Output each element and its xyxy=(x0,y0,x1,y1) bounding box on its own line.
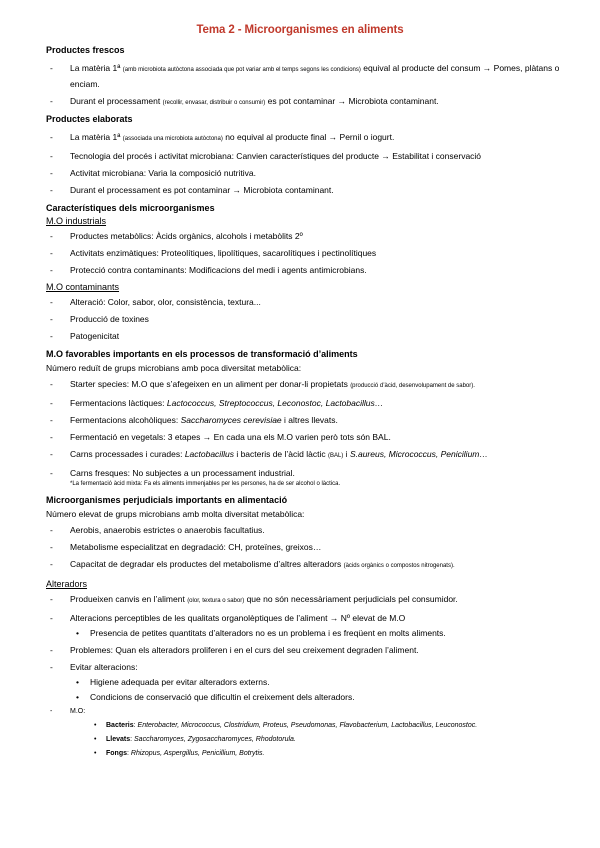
dash-bullet: - xyxy=(50,559,53,569)
text: no equival al producte final → Pernil o iogurt. xyxy=(222,132,395,142)
dash-bullet: - xyxy=(50,645,53,655)
list-item xyxy=(46,61,566,91)
text: Protecció contra contaminants: Modificacions del medi i agents antimicrobians. xyxy=(70,265,367,275)
small-note: (àcids orgànics o compostos nitrogenats). xyxy=(343,563,455,569)
dash-bullet: - xyxy=(50,132,53,142)
text: Evitar alteracions: xyxy=(70,662,138,672)
text: Productes metabòlics: Àcids orgànics, alcohols i metabòlits 2º xyxy=(70,231,303,241)
text: La matèria 1ª xyxy=(70,132,123,142)
species-names: Rhizopus, Aspergillus, Penicillium, Botrytis. xyxy=(130,750,265,757)
dash-bullet: - xyxy=(50,613,53,623)
section-heading-caracteristiques: Característiques dels microorganismes xyxy=(46,203,215,213)
sub-list-item-fongs xyxy=(46,747,566,760)
dash-bullet: - xyxy=(50,314,53,324)
text: Activitats enzimàtiques: Proteolítiques, lipolítiques, sacarolítiques i pectinolítiques xyxy=(70,248,377,258)
dot-bullet: • xyxy=(76,628,79,638)
dot-bullet: • xyxy=(94,750,97,757)
species-names: Lactobacillus xyxy=(184,449,234,459)
subheading-alteradors: Alteradors xyxy=(46,579,88,589)
list-item xyxy=(46,166,566,180)
dash-bullet: - xyxy=(50,468,53,478)
list-item xyxy=(46,466,566,480)
list-item xyxy=(46,149,566,163)
dash-bullet: - xyxy=(50,398,53,408)
list-item xyxy=(46,396,566,410)
list-item xyxy=(46,523,566,537)
dash-bullet: - xyxy=(50,449,53,459)
list-item xyxy=(46,377,566,393)
colon: : xyxy=(130,736,135,743)
sub-list-item-llevats xyxy=(46,733,566,746)
section-heading-perjudicials: Microorganismes perjudicials importants en alimentació xyxy=(46,495,288,505)
text: Metabolisme especialitzat en degradació: CH, proteïnes, greixos… xyxy=(70,542,322,552)
dash-bullet: - xyxy=(50,297,53,307)
footnote: *La fermentació àcid mixta: Fa els aliments immenjables per les persones, ha de ser alcohol o làctica. xyxy=(70,481,341,487)
text: Fermentacions alcohòliques: xyxy=(70,415,181,425)
small-note: (associada una microbiota autòctona) xyxy=(122,136,223,142)
label: Llevats xyxy=(106,736,131,743)
text: Presencia de petites quantitats d’alteradors no es un problema i es freqüent en molts aliments. xyxy=(90,628,446,638)
list-item xyxy=(46,183,566,197)
dash-bullet: - xyxy=(50,231,53,241)
text: Higiene adequada per evitar alteradors externs. xyxy=(90,677,270,687)
species-names: Saccharomyces cerevisiae xyxy=(180,415,282,425)
dash-bullet: - xyxy=(50,96,53,106)
text: Fermentació en vegetals: 3 etapes → En cada una els M.O varien però tots són BAL. xyxy=(70,432,391,442)
dash-bullet: - xyxy=(50,151,53,161)
dash-bullet: - xyxy=(50,185,53,195)
small-note: (recollir, envasar, distribuir o consumir) xyxy=(162,100,266,106)
list-item xyxy=(46,229,566,243)
list-item xyxy=(46,447,566,463)
text: Fermentacions làctiques: xyxy=(70,398,167,408)
list-item xyxy=(46,94,566,110)
dash-bullet: - xyxy=(50,63,53,73)
list-item xyxy=(46,263,566,277)
text: Durant el processament xyxy=(70,96,163,106)
list-item xyxy=(46,611,566,625)
text: Activitat microbiana: Varia la composició nutritiva. xyxy=(70,168,256,178)
text: Alteracions perceptibles de les qualitats organolèptiques de l’aliment → Nº elevat de M.O xyxy=(70,613,406,623)
dash-bullet: - xyxy=(50,379,53,389)
sub-list-item xyxy=(46,676,566,689)
subheading-industrials: M.O industrials xyxy=(46,216,107,226)
sub-list-item xyxy=(46,627,566,640)
list-item xyxy=(46,295,566,309)
dash-bullet: - xyxy=(50,168,53,178)
list-item-mo xyxy=(46,706,566,718)
text: Capacitat de degradar els productes del metabolisme d’altres alteradors xyxy=(70,559,344,569)
dash-bullet: - xyxy=(50,662,53,672)
dot-bullet: • xyxy=(94,722,97,729)
list-item xyxy=(46,329,566,343)
text: Starter species: M.O que s’afegeixen en un aliment per donar-li propietats xyxy=(70,379,351,389)
text: Durant el processament es pot contaminar → Microbiota contaminant. xyxy=(70,185,334,195)
colon: : xyxy=(133,722,138,729)
text: Producció de toxines xyxy=(70,314,149,324)
list-item xyxy=(46,312,566,326)
subheading-contaminants: M.O contaminants xyxy=(46,282,120,292)
text: que no són necessàriament perjudicials pel consumidor. xyxy=(244,594,458,604)
text: i xyxy=(343,449,350,459)
text: Aerobis, anaerobis estrictes o anaerobis facultatius. xyxy=(70,525,265,535)
dot-bullet: • xyxy=(76,692,79,702)
species-names: Enterobacter, Micrococcus, Clostridium, Proteus, Pseudomonas, Flavobacterium, Lactobacillus, Leuconostoc. xyxy=(137,722,478,729)
dash-bullet: - xyxy=(50,708,53,715)
text: Produeixen canvis en l’aliment xyxy=(70,594,188,604)
sub-list-item xyxy=(46,691,566,704)
dash-bullet: - xyxy=(50,415,53,425)
text: equival al producte del consum → Pomes, plàtans o enciam. xyxy=(70,63,560,89)
dash-bullet: - xyxy=(50,432,53,442)
section-intro: Número elevat de grups microbians amb molta diversitat metabòlica: xyxy=(46,509,305,519)
label: Bacteris xyxy=(106,722,134,729)
text: Tecnologia del procés i activitat microbiana: Canvien característiques del producte → Estabilitat i conservació xyxy=(70,151,482,161)
text: La matèria 1ª xyxy=(70,63,123,73)
dash-bullet: - xyxy=(50,248,53,258)
list-item xyxy=(46,413,566,427)
list-item xyxy=(46,557,566,573)
text: Carns fresques: No subjectes a un processament industrial. xyxy=(70,468,295,478)
list-item xyxy=(46,592,566,608)
species-names: Lactococcus, Streptococcus, Leconostoc, Lactobacillus… xyxy=(166,398,384,408)
dash-bullet: - xyxy=(50,525,53,535)
list-item xyxy=(46,246,566,260)
sub-list-item-bacteris xyxy=(46,719,566,732)
list-item xyxy=(46,643,566,657)
text: Problemes: Quan els alteradors proliferen i en el curs del seu creixement degraden l’aliment. xyxy=(70,645,419,655)
page-title: Tema 2 - Microorganismes en aliments xyxy=(196,24,404,36)
species-names: S.aureus, Micrococcus, Penicilium… xyxy=(349,449,488,459)
species-names: Saccharomyces, Zygosaccharomyces, Rhodotorula. xyxy=(134,736,296,743)
document-body xyxy=(46,44,566,760)
small-note: (BAL) xyxy=(327,453,344,459)
text: M.O: xyxy=(70,708,86,715)
text: Condicions de conservació que dificultin el creixement dels alteradors. xyxy=(90,692,355,702)
section-heading-favorables: M.O favorables importants en els processos de transformació d’aliments xyxy=(46,349,358,359)
colon: : xyxy=(127,750,131,757)
section-heading-elaborats: Productes elaborats xyxy=(46,114,133,124)
small-note: (amb microbiota autòctona associada que pot variar amb el temps segons les condicions) xyxy=(122,67,361,73)
section-heading-frescos: Productes frescos xyxy=(46,45,125,55)
text: es pot contaminar → Microbiota contaminant. xyxy=(265,96,439,106)
text: Carns processades i curades: xyxy=(70,449,185,459)
small-note: (olor, textura o sabor) xyxy=(187,598,245,604)
dot-bullet: • xyxy=(76,677,79,687)
text: i bacteris de l’àcid làctic xyxy=(233,449,328,459)
list-item xyxy=(46,660,566,674)
text: Patogenicitat xyxy=(70,331,120,341)
text: Alteració: Color, sabor, olor, consistència, textura... xyxy=(70,297,261,307)
small-note: (producció d’àcid, desenvolupament de sabor). xyxy=(350,383,475,389)
dash-bullet: - xyxy=(50,542,53,552)
list-item xyxy=(46,130,566,146)
dash-bullet: - xyxy=(50,265,53,275)
text: i altres llevats. xyxy=(281,415,338,425)
label: Fongs xyxy=(106,750,127,757)
list-item xyxy=(46,540,566,554)
dash-bullet: - xyxy=(50,331,53,341)
dash-bullet: - xyxy=(50,594,53,604)
section-intro: Número reduït de grups microbians amb poca diversitat metabòlica: xyxy=(46,363,302,373)
list-item xyxy=(46,430,566,444)
dot-bullet: • xyxy=(94,736,97,743)
